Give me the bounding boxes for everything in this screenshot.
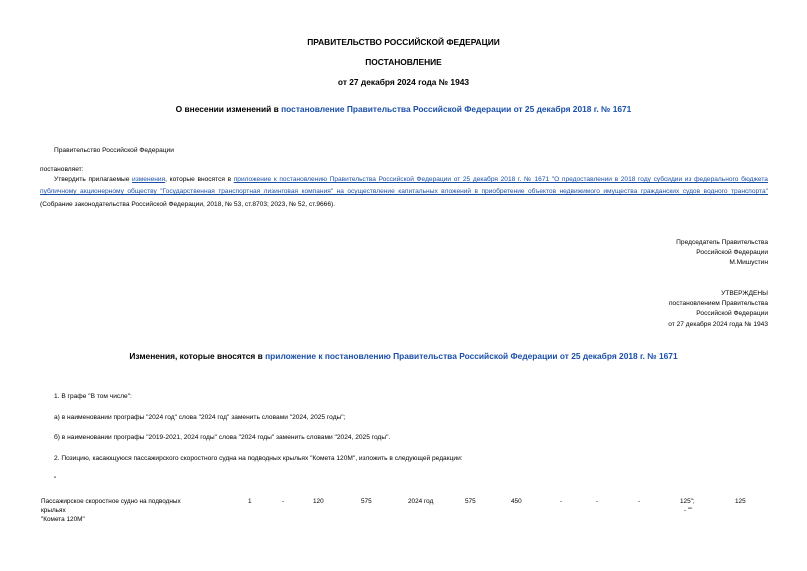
row-name-line2: крыльях [41, 507, 66, 514]
cell-7: 450 [511, 498, 522, 505]
cell-8: - [560, 498, 563, 505]
preamble-decrees: постановляет: [40, 166, 84, 173]
signature-org: Российской Федерации [696, 249, 768, 256]
cell-2: - [282, 498, 285, 505]
cell-12: 125 [735, 498, 746, 505]
body-paragraph [40, 174, 768, 211]
body-text-2: , которые вносятся в [165, 176, 234, 183]
signature-name: М.Мишустин [729, 259, 768, 266]
document-title-prefix: О внесении изменений в [175, 104, 282, 114]
signature-position: Председатель Правительства [676, 239, 768, 246]
body-text-1: Утвердить прилагаемые [54, 176, 133, 183]
approval-org: Российской Федерации [696, 310, 768, 317]
doc-type-heading: ПОСТАНОВЛЕНИЕ [365, 57, 442, 67]
changes-link[interactable]: изменения [132, 176, 166, 183]
cell-11b: - "" [684, 507, 693, 514]
document-title [0, 104, 807, 114]
changes-title-link[interactable]: приложение к постановлению Правительства Российской Федерации от 25 декабря 2018 г. № 1671 [265, 351, 678, 361]
item-1: 1. В графе "В том числе": [54, 393, 132, 400]
row-name-line3: "Комета 120М" [41, 516, 85, 523]
cell-5: 2024 год [408, 498, 434, 505]
changes-title [0, 351, 807, 361]
cell-1: 1 [248, 498, 252, 505]
cell-11a: 125"; [680, 498, 695, 505]
approval-date: от 27 декабря 2024 года № 1943 [668, 321, 768, 328]
annex-link[interactable]: приложение к постановлению Правительства Российской Федерации от 25 декабря 2018 г. № 1671 "О предоставлении в 2018 году субсидии из федерального бюджета публичному акционерному обществу "Государственная транспортная лизинговая компания" на осуществление капитальных вложений в приобретение объектов недвижимого имущества гражданских судов водного транспорта" [40, 176, 768, 196]
cell-9: - [596, 498, 599, 505]
preamble-government: Правительство Российской Федерации [54, 147, 174, 154]
body-text-3: (Собрание законодательства Российской Федерации, 2018, № 53, ст.8703; 2023, № 52, ст.9666). [40, 200, 336, 208]
cell-6: 575 [465, 498, 476, 505]
approval-by: постановлением Правительства [668, 300, 768, 307]
approval-stamp: УТВЕРЖДЕНЫ [721, 290, 768, 297]
changes-title-prefix: Изменения, которые вносятся в [129, 351, 266, 361]
item-2: 2. Позицию, касающуюся пассажирского скоростного судна на подводных крыльях "Комета 120М", изложить в следующей редакции: [54, 455, 463, 462]
authority-heading: ПРАВИТЕЛЬСТВО РОССИЙСКОЙ ФЕДЕРАЦИИ [307, 37, 500, 47]
quote-open: " [54, 476, 57, 483]
cell-4: 575 [361, 498, 372, 505]
item-1b: б) в наименовании прографы "2019-2021, 2024 годы" слова "2024 годы" заменить словами "2024, 2025 годы". [54, 434, 391, 441]
cell-10: - [638, 498, 641, 505]
title-link[interactable]: постановление Правительства Российской Федерации от 25 декабря 2018 г. № 1671 [281, 104, 632, 114]
doc-date-number: от 27 декабря 2024 года № 1943 [337, 77, 470, 87]
item-1a: а) в наименовании прографы "2024 год" слова "2024 год" заменить словами "2024, 2025 годы"; [54, 414, 346, 421]
row-name-line1: Пассажирское скоростное судно на подводных [41, 498, 181, 505]
cell-3: 120 [313, 498, 324, 505]
